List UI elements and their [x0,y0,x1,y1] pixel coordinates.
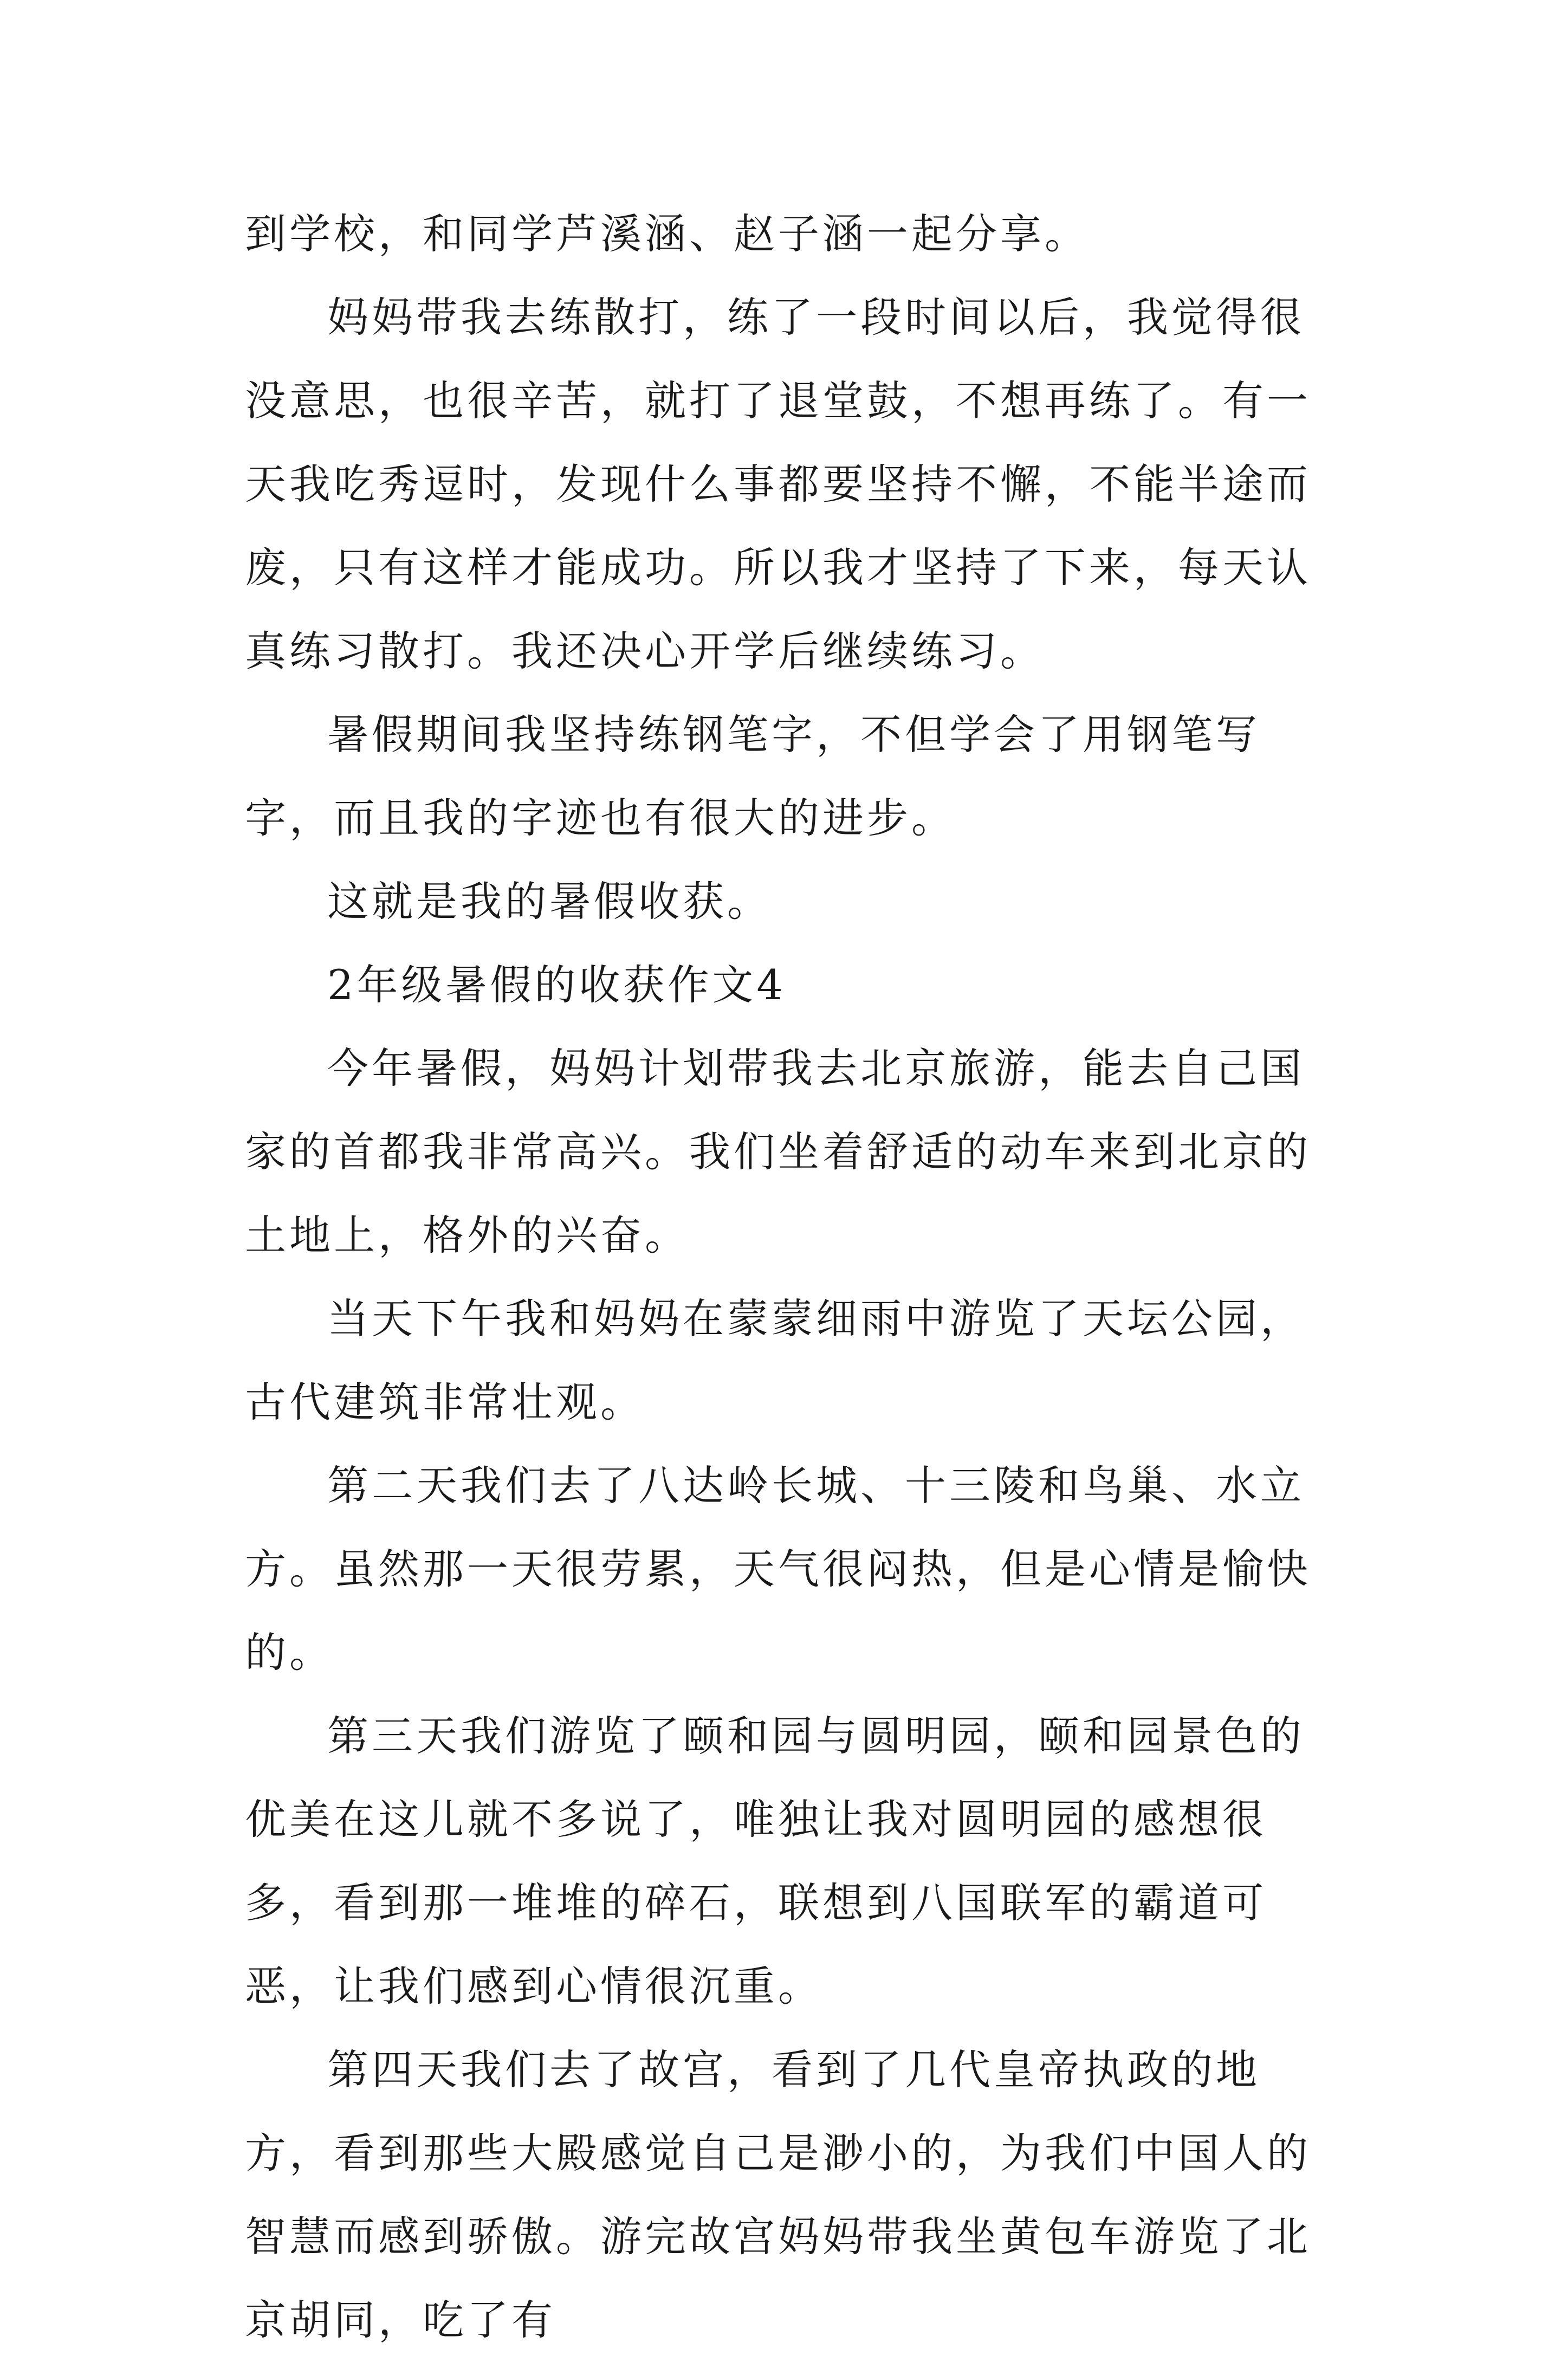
paragraph-6: 今年暑假，妈妈计划带我去北京旅游，能去自己国家的首都我非常高兴。我们坐着舒适的动车来到北京的土地上，格外的兴奋。 [245,1044,1311,1259]
paragraph-10: 第四天我们去了故宫，看到了几代皇帝执政的地方，看到那些大殿感觉自己是渺小的，为我们中国人的智慧而感到骄傲。游完故宫妈妈带我坐黄包车游览了北京胡同，吃了有 [245,2046,1311,2344]
paragraph-4: 这就是我的暑假收获。 [327,877,772,926]
paragraph-9: 第三天我们游览了颐和园与圆明园，颐和园景色的优美在这儿就不多说了，唯独让我对圆明园的感想很多，看到那一堆堆的碎石，联想到八国联军的霸道可恶，让我们感到心情很沉重。 [245,1712,1305,2010]
section-heading: 2年级暑假的收获作文4 [327,961,786,1009]
document-body [245,192,1342,2362]
paragraph-2: 妈妈带我去练散打，练了一段时间以后，我觉得很没意思，也很辛苦，就打了退堂鼓，不想再练了。有一天我吃秀逗时，发现什么事都要坚持不懈，不能半途而废，只有这样才能成功。所以我才坚持了下来，每天认真练习散打。我还决心开学后继续练习。 [245,293,1311,675]
paragraph-8: 第二天我们去了八达岭长城、十三陵和鸟巢、水立方。虽然那一天很劳累，天气很闷热，但是心情是愉快的。 [245,1461,1311,1677]
paragraph-7: 当天下午我和妈妈在蒙蒙细雨中游览了天坛公园，古代建筑非常壮观。 [245,1295,1305,1426]
paragraph-1: 到学校，和同学芦溪涵、赵子涵一起分享。 [245,210,1089,258]
paragraph-3: 暑假期间我坚持练钢笔字，不但学会了用钢笔写字，而且我的字迹也有很大的进步。 [245,710,1260,842]
